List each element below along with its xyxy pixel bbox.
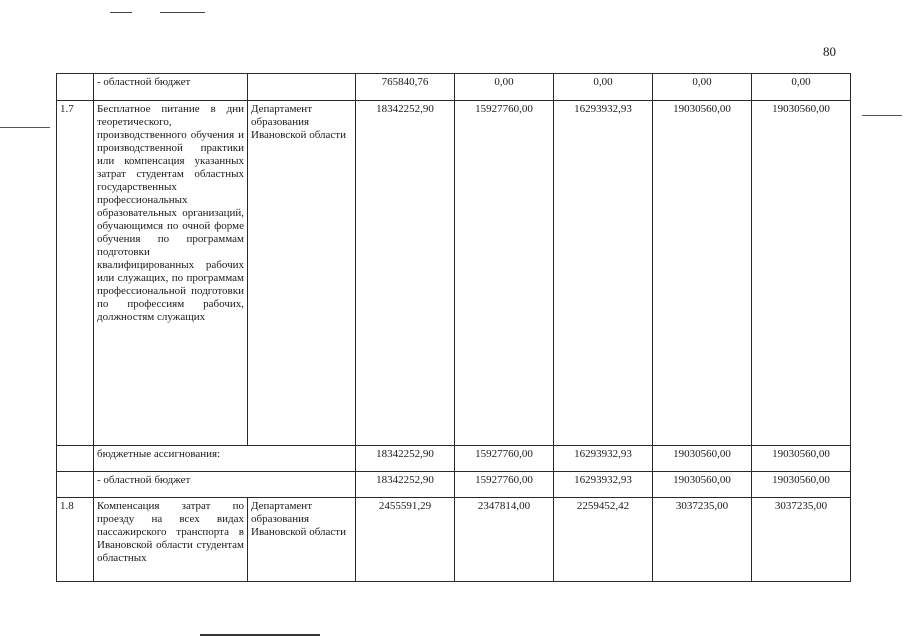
value-cell: 765840,76: [356, 74, 455, 101]
value-cell: 18342252,90: [356, 101, 455, 446]
value-cell: 3037235,00: [752, 498, 851, 582]
value-cell: 0,00: [653, 74, 752, 101]
value-cell: 19030560,00: [752, 446, 851, 472]
value-cell: 16293932,93: [554, 101, 653, 446]
row-number-cell: [57, 74, 94, 101]
value-cell: 15927760,00: [455, 446, 554, 472]
value-cell: 19030560,00: [653, 446, 752, 472]
row-label-cell: - областной бюджет: [94, 74, 248, 101]
row-number-cell: 1.7: [57, 101, 94, 446]
table-row: [57, 472, 851, 498]
budget-table: [56, 73, 851, 582]
value-cell: 19030560,00: [653, 101, 752, 446]
value-cell: 16293932,93: [554, 472, 653, 498]
table-row: [57, 498, 851, 582]
row-label-cell: Компенсация затрат по проезду на всех видах пассажирского транспорта в Ивановской области студентам областных: [94, 498, 248, 582]
row-label-cell: бюджетные ассигнования:: [94, 446, 356, 472]
value-cell: 18342252,90: [356, 446, 455, 472]
value-cell: 0,00: [752, 74, 851, 101]
value-cell: 16293932,93: [554, 446, 653, 472]
value-cell: 3037235,00: [653, 498, 752, 582]
table-row: [57, 446, 851, 472]
row-number-cell: [57, 446, 94, 472]
value-cell: 0,00: [554, 74, 653, 101]
row-number-cell: 1.8: [57, 498, 94, 582]
page-number: 80: [823, 44, 836, 59]
value-cell: 19030560,00: [752, 472, 851, 498]
value-cell: 2259452,42: [554, 498, 653, 582]
row-label-cell: - областной бюджет: [94, 472, 356, 498]
executor-cell: Департамент образования Ивановской области: [248, 498, 356, 582]
value-cell: 18342252,90: [356, 472, 455, 498]
table-row: [57, 101, 851, 446]
row-label-cell: Бесплатное питание в дни теоретического, производственного обучения и производственной практики или компенсация указанных затрат студентам областных государственных профессиональных образовательных организаций, обучающимся по очной форме обучения по программам подготовки квалифицированных рабочих или служащих, по программам профессиональной подготовки по профессиям рабочих, должностям служащих: [94, 101, 248, 446]
executor-cell: [248, 74, 356, 101]
scan-mark: [160, 12, 205, 13]
row-number-cell: [57, 472, 94, 498]
value-cell: 15927760,00: [455, 472, 554, 498]
value-cell: 0,00: [455, 74, 554, 101]
value-cell: 2455591,29: [356, 498, 455, 582]
value-cell: 2347814,00: [455, 498, 554, 582]
value-cell: 15927760,00: [455, 101, 554, 446]
value-cell: 19030560,00: [653, 472, 752, 498]
scan-mark: [862, 115, 902, 116]
scan-mark: [200, 634, 320, 636]
table-row: [57, 74, 851, 101]
scan-mark: [110, 12, 132, 13]
value-cell: 19030560,00: [752, 101, 851, 446]
executor-cell: Департамент образования Ивановской области: [248, 101, 356, 446]
scan-mark: [0, 127, 50, 128]
